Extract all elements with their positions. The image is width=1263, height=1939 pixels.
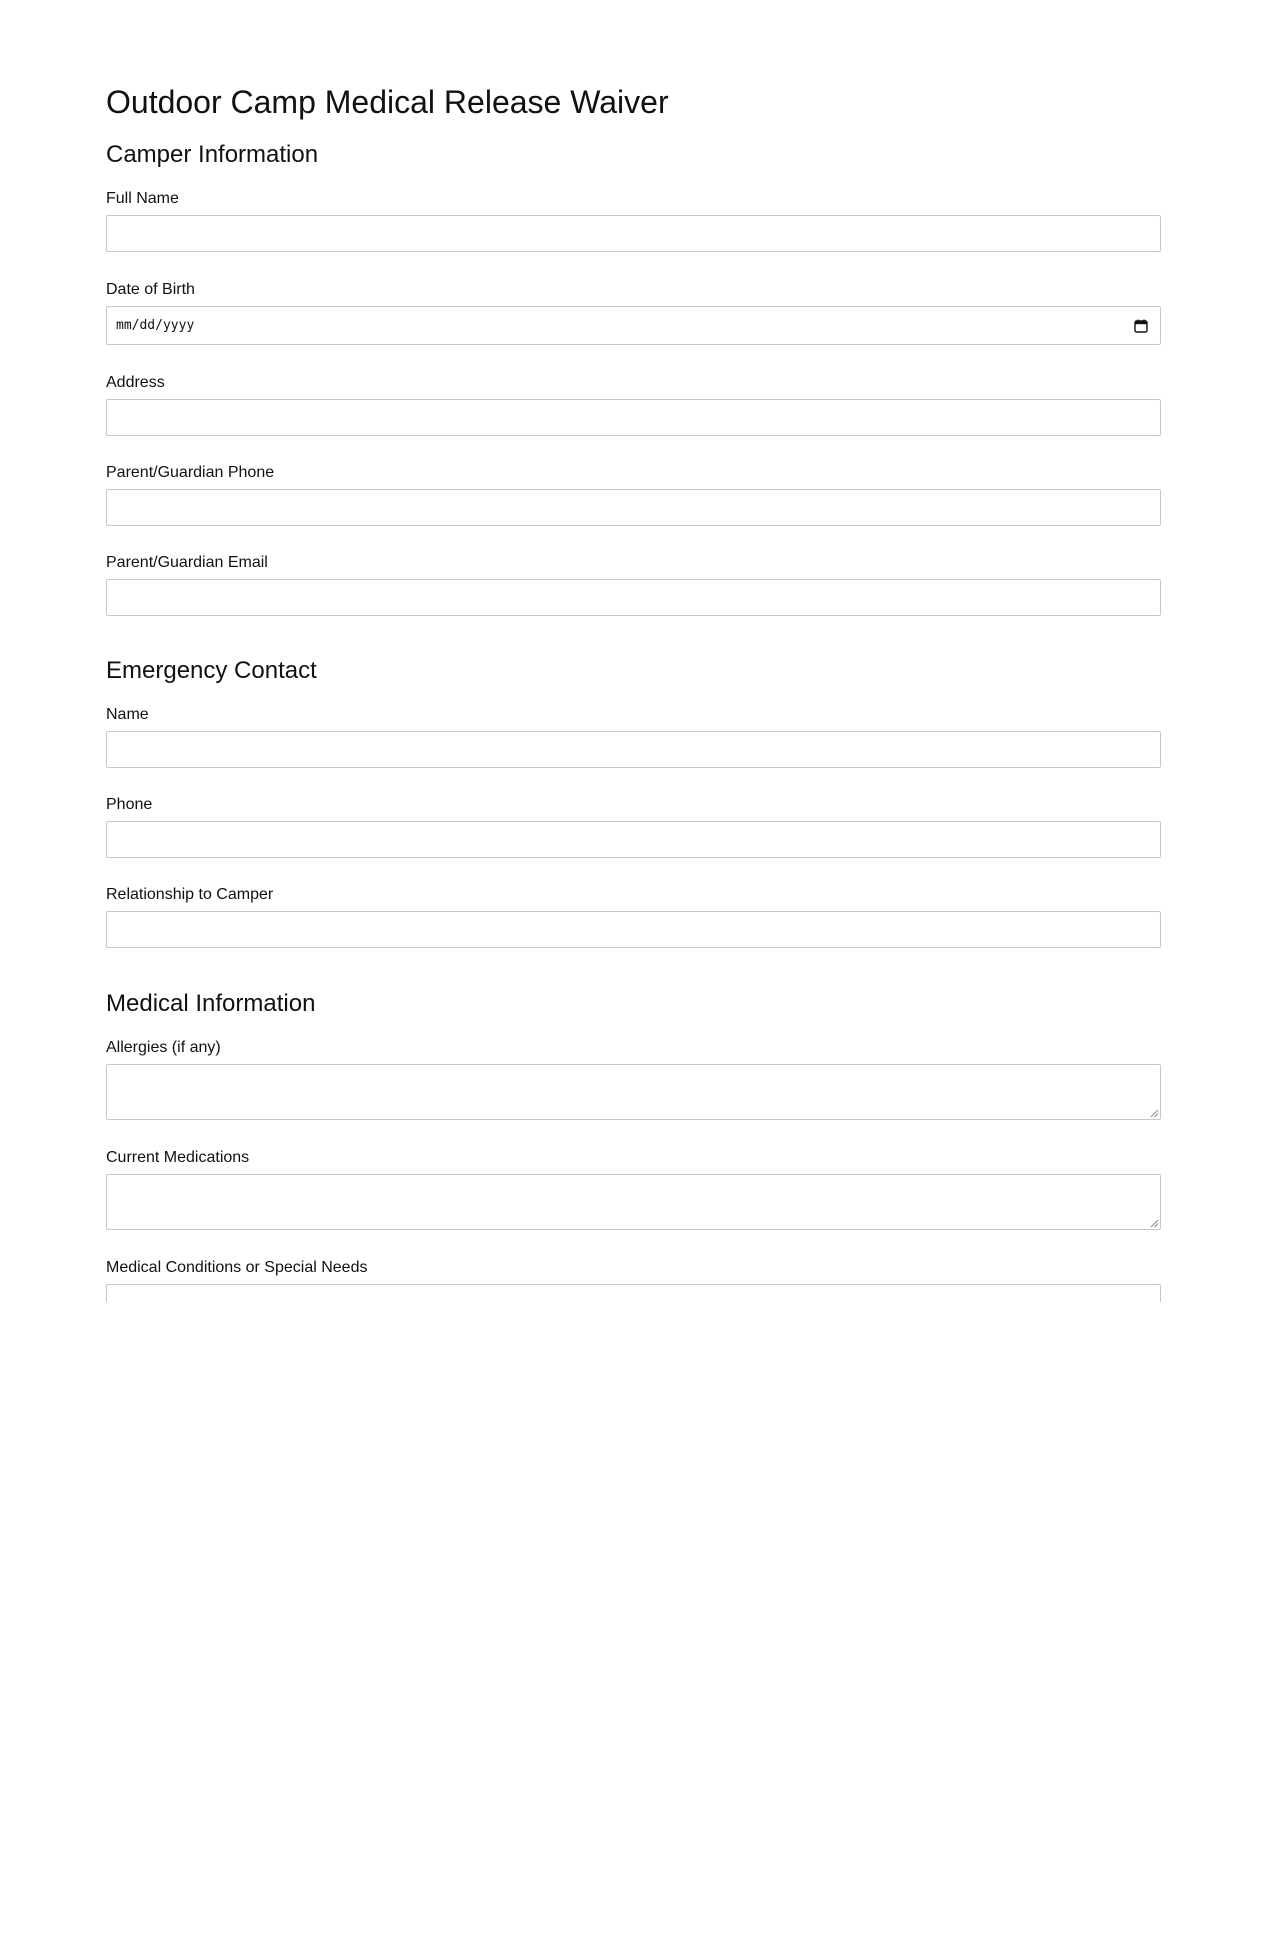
waiver-form	[106, 0, 1161, 1302]
medications-label: Current Medications	[106, 1149, 250, 1166]
medications-textarea[interactable]	[106, 1174, 1161, 1230]
address-input[interactable]	[106, 399, 1161, 436]
date-of-birth-input[interactable]	[106, 306, 1161, 345]
resize-grip-icon[interactable]	[1149, 1108, 1159, 1118]
emergency-phone-input[interactable]	[106, 821, 1161, 858]
date-of-birth-label: Date of Birth	[106, 281, 195, 298]
guardian-email-input[interactable]	[106, 579, 1161, 616]
address-label: Address	[106, 374, 165, 391]
page-title: Outdoor Camp Medical Release Waiver	[106, 84, 669, 120]
section-heading-emergency-contact: Emergency Contact	[106, 657, 317, 684]
allergies-textarea[interactable]	[106, 1064, 1161, 1120]
full-name-input[interactable]	[106, 215, 1161, 252]
full-name-label: Full Name	[106, 190, 179, 207]
guardian-phone-label: Parent/Guardian Phone	[106, 464, 275, 481]
resize-grip-icon[interactable]	[1149, 1218, 1159, 1228]
emergency-phone-label: Phone	[106, 796, 153, 813]
emergency-name-label: Name	[106, 706, 149, 723]
date-of-birth-value: mm/dd/yyyy	[116, 318, 195, 333]
relationship-label: Relationship to Camper	[106, 886, 274, 903]
section-heading-camper-information: Camper Information	[106, 141, 319, 168]
allergies-label: Allergies (if any)	[106, 1039, 221, 1056]
guardian-phone-input[interactable]	[106, 489, 1161, 526]
conditions-label: Medical Conditions or Special Needs	[106, 1259, 368, 1276]
calendar-icon[interactable]	[1134, 319, 1148, 333]
conditions-textarea[interactable]	[106, 1284, 1161, 1302]
section-heading-medical-information: Medical Information	[106, 990, 316, 1017]
emergency-name-input[interactable]	[106, 731, 1161, 768]
guardian-email-label: Parent/Guardian Email	[106, 554, 268, 571]
relationship-input[interactable]	[106, 911, 1161, 948]
